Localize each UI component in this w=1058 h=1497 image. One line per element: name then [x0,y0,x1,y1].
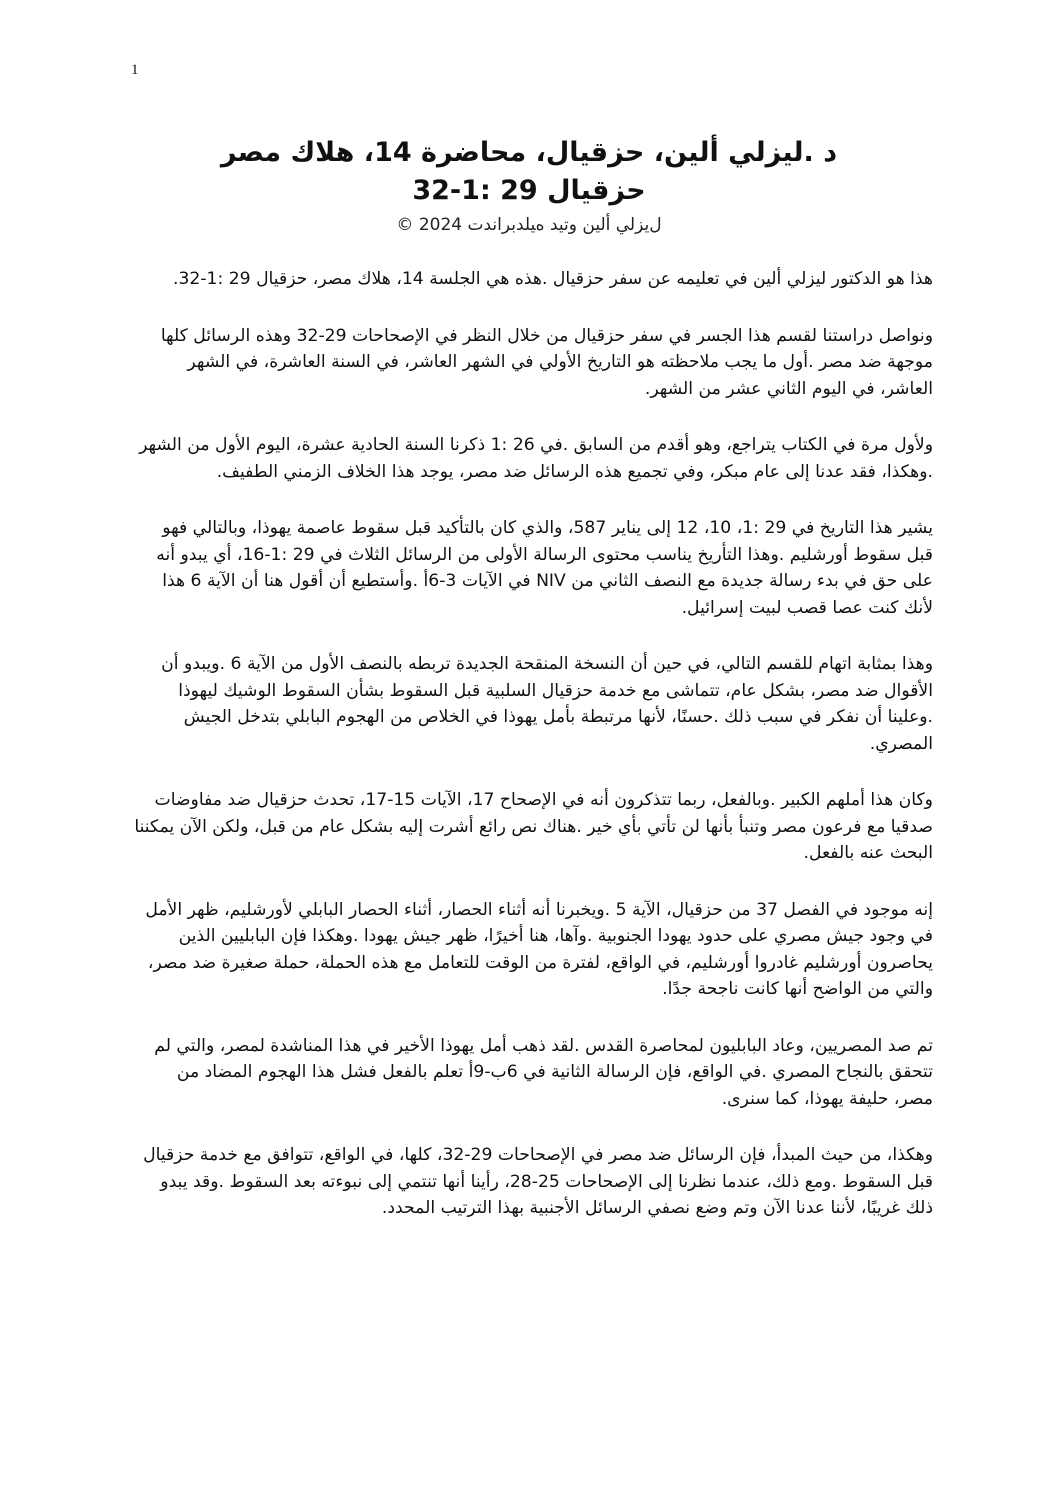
paragraph-3: ولأول مرة في الكتاب يتراجع، وهو أقدم من السابق .في 26 :1 ذكرنا السنة الحادية عشرة، اليوم الأول من الشهر .وهكذا، فقد عدنا إلى عام مبكر، وفي تجميع هذه الرسائل ضد مصر، يوجد هذا الخلاف الزمني الطفيف. [139,435,933,482]
paragraph-7: إنه موجود في الفصل 37 من حزقيال، الآية 5 .ويخبرنا أنه أثناء الحصار، أثناء الحصار البابلي لأورشليم، ظهر الأمل في وجود جيش مصري على حدود يهودا الجنوبية .وآها، هنا أخيرًا، ظهر جيش يهودا .وهكذا فإن البابليين الذين يحاصرون أورشليم غادروا أورشليم، في الواقع، لفترة من الوقت للتعامل مع هذه الحملة، حملة صغيرة ضد مصر، والتي من الواضح أنها كانت ناجحة جدًا. [145,899,933,999]
paragraph-5: وهذا بمثابة اتهام للقسم التالي، في حين أن النسخة المنقحة الجديدة تربطه بالنصف الأول من الآية 6 .ويبدو أن الأقوال ضد مصر، بشكل عام، تتماشى مع خدمة حزقيال السلبية قبل السقوط بشأن السقوط الوشيك ليهوذا .وعلينا أن نفكر في سبب ذلك .حسنًا، لأنها مرتبطة بأمل يهوذا في الخلاص من الهجوم البابلي بتدخل الجيش المصري. [161,654,933,754]
title-block [160,134,898,238]
document-subtitle: حزقيال 29 :1-32 [412,175,646,206]
document-body [133,266,933,1252]
copyright-notice: لﻳﺰﻟﻲ أﻟﻴﻦ وﺗﻴﺪ هﻴﻠﺪﺑﺮاﻧﺪت 2024 © [396,215,662,235]
page-number: 1 [131,62,139,78]
paragraph-1: هذا هو الدكتور ليزلي ألين في تعليمه عن سفر حزقيال .هذه هي الجلسة 14، هلاك مصر، حزقيال 29 :1-32. [172,269,933,289]
paragraph-2: ونواصل دراستنا لقسم هذا الجسر في سفر حزقيال من خلال النظر في الإصحاحات 29-32 وهذه الرسائل كلها موجهة ضد مصر .أول ما يجب ملاحظته هو التاريخ الأولي في الشهر العاشر، في السنة العاشرة، في الشهر العاشر، في اليوم الثاني عشر من الشهر. [160,325,933,399]
document-title: د .ليزلي ألين، حزقيال، محاضرة 14، هلاك مصر [220,137,838,168]
paragraph-4: يشير هذا التاريخ في 29 :1، 10، 12 إلى يناير 587، والذي كان بالتأكيد قبل سقوط عاصمة يهوذا، وبالتالي فهو قبل سقوط أورشليم .وهذا التأريخ يناسب محتوى الرسالة الأولى من الرسائل الثلاث في 29 :1-16، أي يبدو أنه على حق في بدء رسالة جديدة مع النصف الثاني من NIV في الآيات 3-6أ .وأستطيع أن أقول هنا أن الآية 6 هذا لأنك كنت عصا قصب لبيت إسرائيل. [156,518,933,618]
paragraph-6: وكان هذا أملهم الكبير .وبالفعل، ربما تتذكرون أنه في الإصحاح 17، الآيات 15-17، تحدث حزقيال ضد مفاوضات صدقيا مع فرعون مصر وتنبأ بأنها لن تأتي بأي خير .هناك نص رائع أشرت إليه بشكل عام من قبل، ولكن الآن يمكننا البحث عنه بالفعل. [134,790,933,863]
paragraph-9: وهكذا، من حيث المبدأ، فإن الرسائل ضد مصر في الإصحاحات 29-32، كلها، في الواقع، تتوافق مع خدمة حزقيال قبل السقوط .ومع ذلك، عندما نظرنا إلى الإصحاحات 25-28، رأينا أنها تنتمي إلى نبوءته بعد السقوط .وقد يبدو ذلك غريبًا، لأننا عدنا الآن وتم وضع نصفي الرسائل الأجنبية بهذا الترتيب المحدد. [143,1145,933,1218]
paragraph-8: تم صد المصريين، وعاد البابليون لمحاصرة القدس .لقد ذهب أمل يهوذا الأخير في هذا المناشدة لمصر، والتي لم تتحقق بالنجاح المصري .في الواقع، فإن الرسالة الثانية في 6ب-9أ تعلم بالفعل فشل هذا الهجوم المضاد من مصر، حليفة يهوذا، كما سنرى. [154,1035,933,1109]
